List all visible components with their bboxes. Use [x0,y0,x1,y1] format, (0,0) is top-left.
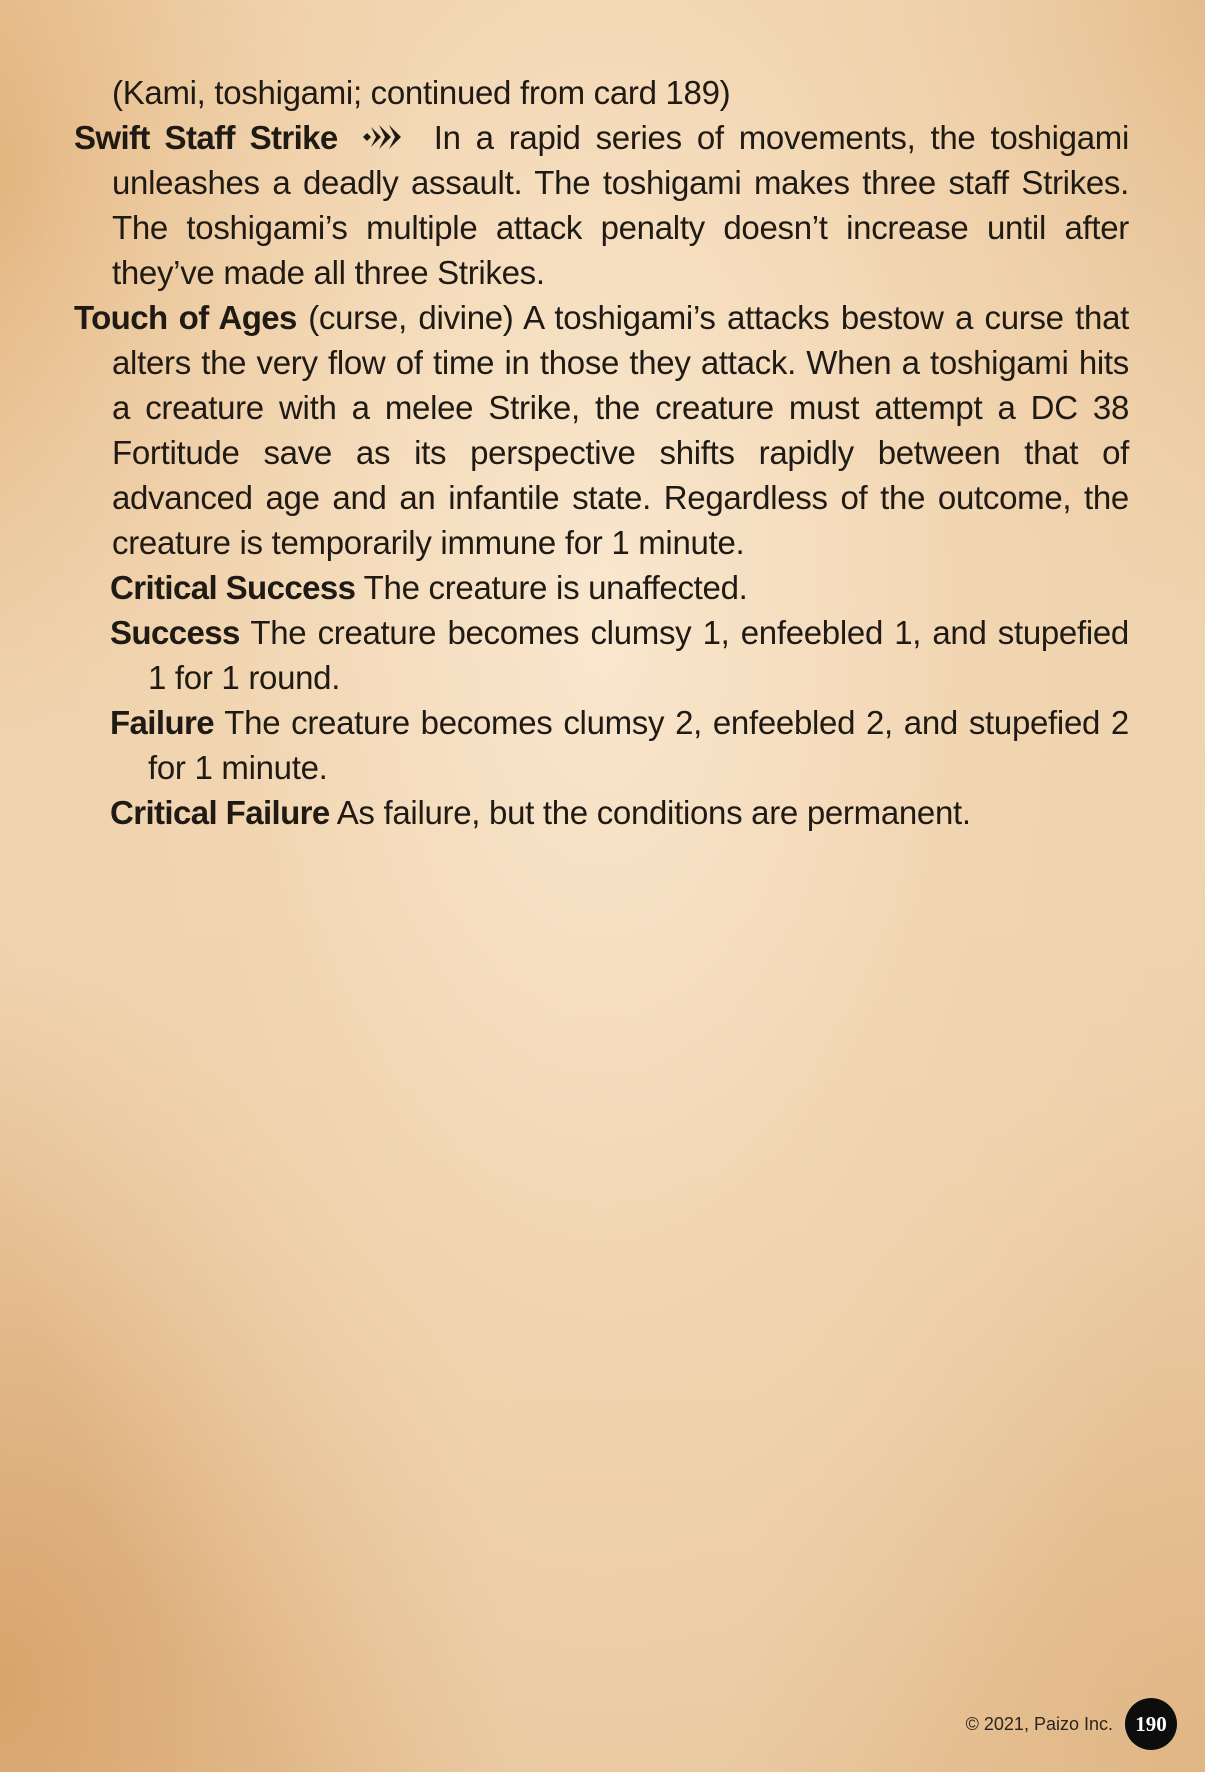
ability-name: Swift Staff Strike [74,119,338,156]
degree-critical-failure [74,790,1129,835]
degree-failure [74,700,1129,790]
degree-text: The creature becomes clumsy 2, enfeebled 2, and stupefied 2 for 1 minute. [148,704,1129,786]
ability-text: In a rapid series of movements, the toshigami unleashes a deadly assault. The toshigami makes three staff Strikes. The toshigami’s multiple attack penalty doesn’t increase until after they’ve made all three Strikes. [112,119,1129,291]
degree-label: Failure [110,704,215,741]
degree-text: As failure, but the conditions are permanent. [336,794,971,831]
degree-text: The creature becomes clumsy 1, enfeebled 1, and stupefied 1 for 1 round. [148,614,1129,696]
degree-success [74,610,1129,700]
degree-label: Critical Success [110,569,356,606]
copyright: © 2021, Paizo Inc. [965,1713,1113,1734]
ability-name: Touch of Ages [74,299,297,336]
ability-text: A toshigami’s attacks bestow a curse that alters the very flow of time in those they attack. When a toshigami hits a creature with a melee Strike, the creature must attempt a DC 38 Fortitude save as its perspective shifts rapidly between that of advanced age and an infantile state. Regardless of the outcome, the creature is temporarily immune for 1 minute. [112,299,1129,561]
degree-critical-success [74,565,1129,610]
card-text [74,70,1129,835]
two-action-icon [357,123,413,151]
ability-touch-of-ages [74,295,1129,565]
continuation-note: (Kami, toshigami; continued from card 189) [112,74,731,111]
degree-label: Critical Failure [110,794,330,831]
degree-text: The creature is unaffected. [363,569,748,606]
ability-traits: (curse, divine) [308,299,514,336]
degree-label: Success [110,614,240,651]
footer [966,1698,1177,1750]
page-number-badge: 190 [1125,1698,1177,1750]
ability-swift-staff-strike [74,115,1129,295]
